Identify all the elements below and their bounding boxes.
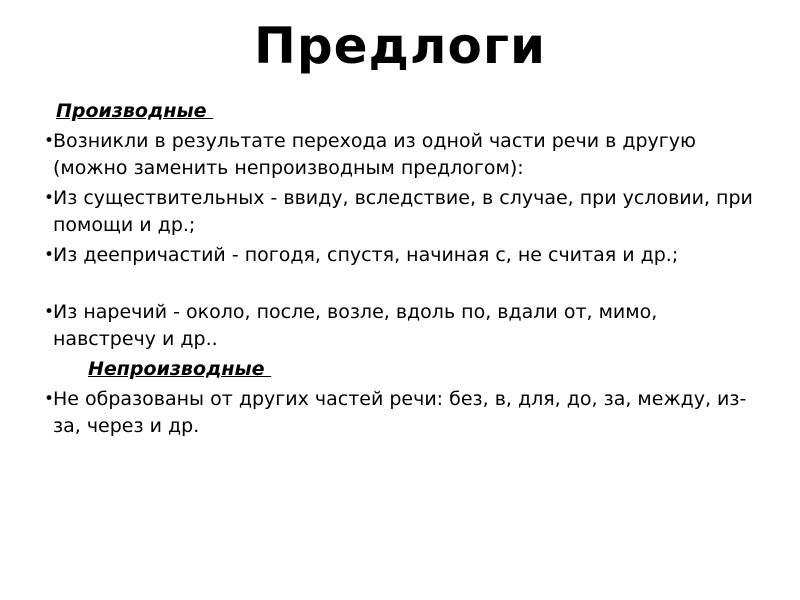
slide-content [44, 98, 764, 443]
bullet-text: Возникли в результате перехода из одной части речи в другую (можно заменить непроизводным предлогом): [53, 130, 696, 179]
bullet-icon: • [44, 131, 55, 151]
spacer [44, 272, 764, 299]
slide-title: Предлоги [253, 17, 547, 75]
bullet-text: Не образованы от других частей речи: без, в, для, до, за, между, из-за, через и др. [53, 388, 747, 437]
bullet-item [44, 386, 764, 440]
bullet-icon: • [44, 245, 55, 265]
bullet-text: Из существительных - ввиду, вследствие, в случае, при условии, при помощи и др.; [53, 187, 753, 236]
bullet-icon: • [44, 302, 55, 322]
bullet-item [44, 185, 764, 239]
bullet-text: Из деепричастий - погодя, спустя, начиная с, не считая и др.; [53, 244, 679, 266]
bullet-item [44, 299, 764, 353]
bullet-item [44, 242, 764, 269]
nonderived-heading: Непроизводные [88, 358, 272, 380]
bullet-item [44, 128, 764, 182]
bullet-icon: • [44, 188, 55, 208]
derived-heading: Производные [56, 100, 214, 122]
bullet-icon: • [44, 389, 55, 409]
bullet-text: Из наречий - около, после, возле, вдоль по, вдали от, мимо, навстречу и др.. [53, 301, 658, 350]
